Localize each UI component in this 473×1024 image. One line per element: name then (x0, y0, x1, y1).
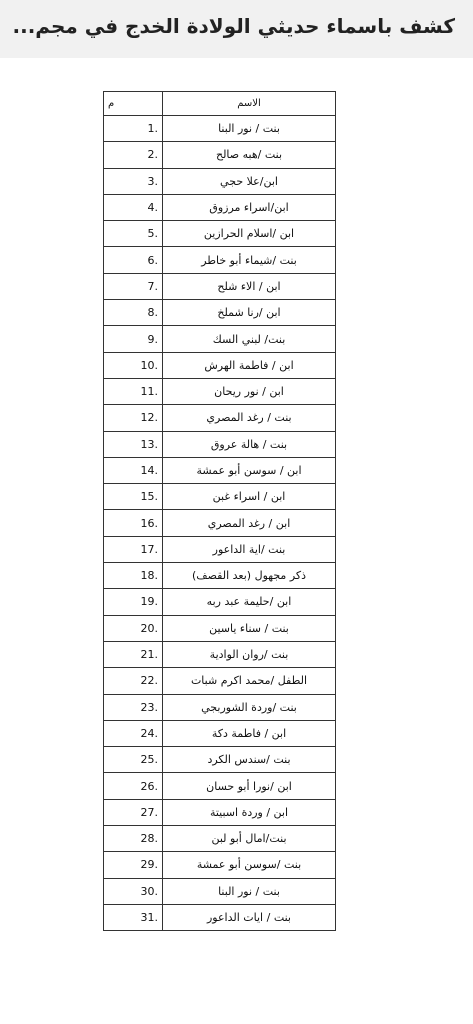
row-name: ابن / الاء شلح (163, 273, 336, 299)
row-name: ابن/اسراء مرزوق (163, 194, 336, 220)
row-number: 30. (104, 878, 163, 904)
table-body (104, 116, 336, 931)
row-name: ابن /اسلام الحرازين (163, 221, 336, 247)
document-page (0, 58, 473, 1024)
row-number: 15. (104, 484, 163, 510)
row-name: بنت /هبه صالح (163, 142, 336, 168)
row-number: 28. (104, 826, 163, 852)
row-number: 31. (104, 904, 163, 930)
row-number: 26. (104, 773, 163, 799)
row-name: ابن / سوسن أبو عمشة (163, 457, 336, 483)
row-name: بنت / رغد المصري (163, 405, 336, 431)
table-row (104, 878, 336, 904)
table-row (104, 484, 336, 510)
row-number: 10. (104, 352, 163, 378)
row-number: 29. (104, 852, 163, 878)
row-number: 14. (104, 457, 163, 483)
row-number: 21. (104, 641, 163, 667)
row-number: 22. (104, 668, 163, 694)
table-row (104, 273, 336, 299)
row-name: ابن / فاطمة دكة (163, 720, 336, 746)
table-row (104, 142, 336, 168)
row-number: 19. (104, 589, 163, 615)
table-row (104, 536, 336, 562)
row-number: 1. (104, 116, 163, 142)
table-row (104, 352, 336, 378)
table-row (104, 852, 336, 878)
table-header-row (104, 92, 336, 116)
row-name: ابن /حليمة عبد ربه (163, 589, 336, 615)
row-name: ابن /نورا أبو حسان (163, 773, 336, 799)
row-number: 16. (104, 510, 163, 536)
row-number: 11. (104, 378, 163, 404)
document-title: كشف باسماء حديثي الولادة الخدج في مجم... (12, 14, 455, 38)
table-row (104, 589, 336, 615)
row-number: 24. (104, 720, 163, 746)
table-row (104, 247, 336, 273)
row-number: 17. (104, 536, 163, 562)
row-name: بنت /وردة الشوربجي (163, 694, 336, 720)
header-bar (0, 0, 473, 58)
row-name: ابن / نور ريحان (163, 378, 336, 404)
table-row (104, 378, 336, 404)
row-name: بنت/امال أبو لبن (163, 826, 336, 852)
row-name: بنت /سوسن أبو عمشة (163, 852, 336, 878)
table-row (104, 431, 336, 457)
row-number: 5. (104, 221, 163, 247)
table-row (104, 563, 336, 589)
row-number: 7. (104, 273, 163, 299)
table-row (104, 720, 336, 746)
row-name: ذكر مجهول (بعد القصف) (163, 563, 336, 589)
row-name: بنت/ لبني السك (163, 326, 336, 352)
row-name: ابن/علا حجي (163, 168, 336, 194)
row-name: ابن / اسراء غبن (163, 484, 336, 510)
table-row (104, 904, 336, 930)
row-name: بنت /روان الوادية (163, 641, 336, 667)
row-name: ابن / فاطمة الهرش (163, 352, 336, 378)
table-row (104, 747, 336, 773)
names-table (103, 91, 336, 931)
table-row (104, 221, 336, 247)
row-name: الطفل /محمد اكرم شبات (163, 668, 336, 694)
row-number: 2. (104, 142, 163, 168)
row-name: بنت / نور البنا (163, 116, 336, 142)
row-name: بنت /اية الداعور (163, 536, 336, 562)
table-row (104, 457, 336, 483)
table-row (104, 615, 336, 641)
column-header-number: م (104, 92, 163, 116)
table-row (104, 641, 336, 667)
table-row (104, 826, 336, 852)
row-name: ابن / رغد المصري (163, 510, 336, 536)
row-number: 4. (104, 194, 163, 220)
row-name: ابن / وردة اسبيتة (163, 799, 336, 825)
row-number: 9. (104, 326, 163, 352)
row-name: بنت / سناء ياسين (163, 615, 336, 641)
row-number: 8. (104, 300, 163, 326)
table-row (104, 326, 336, 352)
table-row (104, 799, 336, 825)
row-number: 23. (104, 694, 163, 720)
row-number: 18. (104, 563, 163, 589)
row-number: 13. (104, 431, 163, 457)
table-row (104, 194, 336, 220)
table-row (104, 510, 336, 536)
row-name: ابن /رنا شملخ (163, 300, 336, 326)
row-number: 3. (104, 168, 163, 194)
row-number: 20. (104, 615, 163, 641)
row-name: بنت / هالة عروق (163, 431, 336, 457)
row-number: 12. (104, 405, 163, 431)
row-name: بنت / ايات الداعور (163, 904, 336, 930)
table-row (104, 668, 336, 694)
row-number: 27. (104, 799, 163, 825)
table-row (104, 300, 336, 326)
row-name: بنت / نور البنا (163, 878, 336, 904)
row-name: بنت /شيماء أبو خاطر (163, 247, 336, 273)
row-number: 6. (104, 247, 163, 273)
table-row (104, 116, 336, 142)
table-row (104, 694, 336, 720)
table-row (104, 773, 336, 799)
table-row (104, 405, 336, 431)
column-header-name: الاسم (163, 92, 336, 116)
table-row (104, 168, 336, 194)
row-number: 25. (104, 747, 163, 773)
row-name: بنت /سندس الكرد (163, 747, 336, 773)
